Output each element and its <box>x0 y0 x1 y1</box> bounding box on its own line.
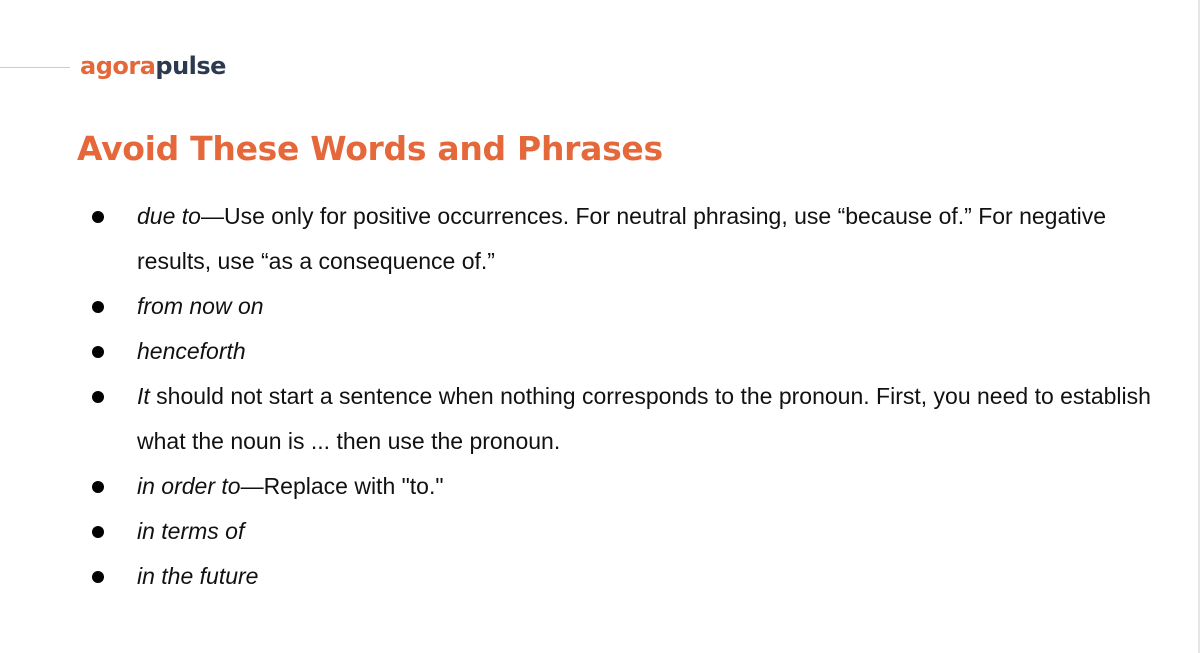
bullet-icon <box>92 391 104 403</box>
list-item <box>0 374 1180 464</box>
list-item <box>0 464 1180 509</box>
term: due to <box>137 203 201 229</box>
list-item <box>0 194 1180 284</box>
list-item <box>0 284 1180 329</box>
term: in the future <box>137 563 259 589</box>
description: —Replace with "to." <box>240 473 444 499</box>
bullet-icon <box>92 346 104 358</box>
bullet-icon <box>92 301 104 313</box>
description: —Use only for positive occurrences. For neutral phrasing, use “because of.” For negative results, use “as a consequence of.” <box>137 203 1107 274</box>
logo-part-pulse: pulse <box>155 52 226 80</box>
header-rule <box>0 67 70 68</box>
term: from now on <box>137 293 264 319</box>
term: in terms of <box>137 518 245 544</box>
bullet-icon <box>92 571 104 583</box>
list-item <box>0 329 1180 374</box>
logo-part-agora: agora <box>80 52 156 80</box>
term: in order to <box>137 473 241 499</box>
list-item <box>0 554 1180 599</box>
list-item <box>0 509 1180 554</box>
bullet-icon <box>92 211 104 223</box>
term: henceforth <box>137 338 246 364</box>
description: should not start a sentence when nothing corresponds to the pronoun. First, you need to establish what the noun is ... then use the pronoun. <box>137 383 1151 454</box>
page-title: Avoid These Words and Phrases <box>77 129 663 168</box>
bullet-icon <box>92 481 104 493</box>
avoid-list <box>0 194 1180 599</box>
agorapulse-logo <box>80 50 226 82</box>
bullet-icon <box>92 526 104 538</box>
term: It <box>137 383 150 409</box>
